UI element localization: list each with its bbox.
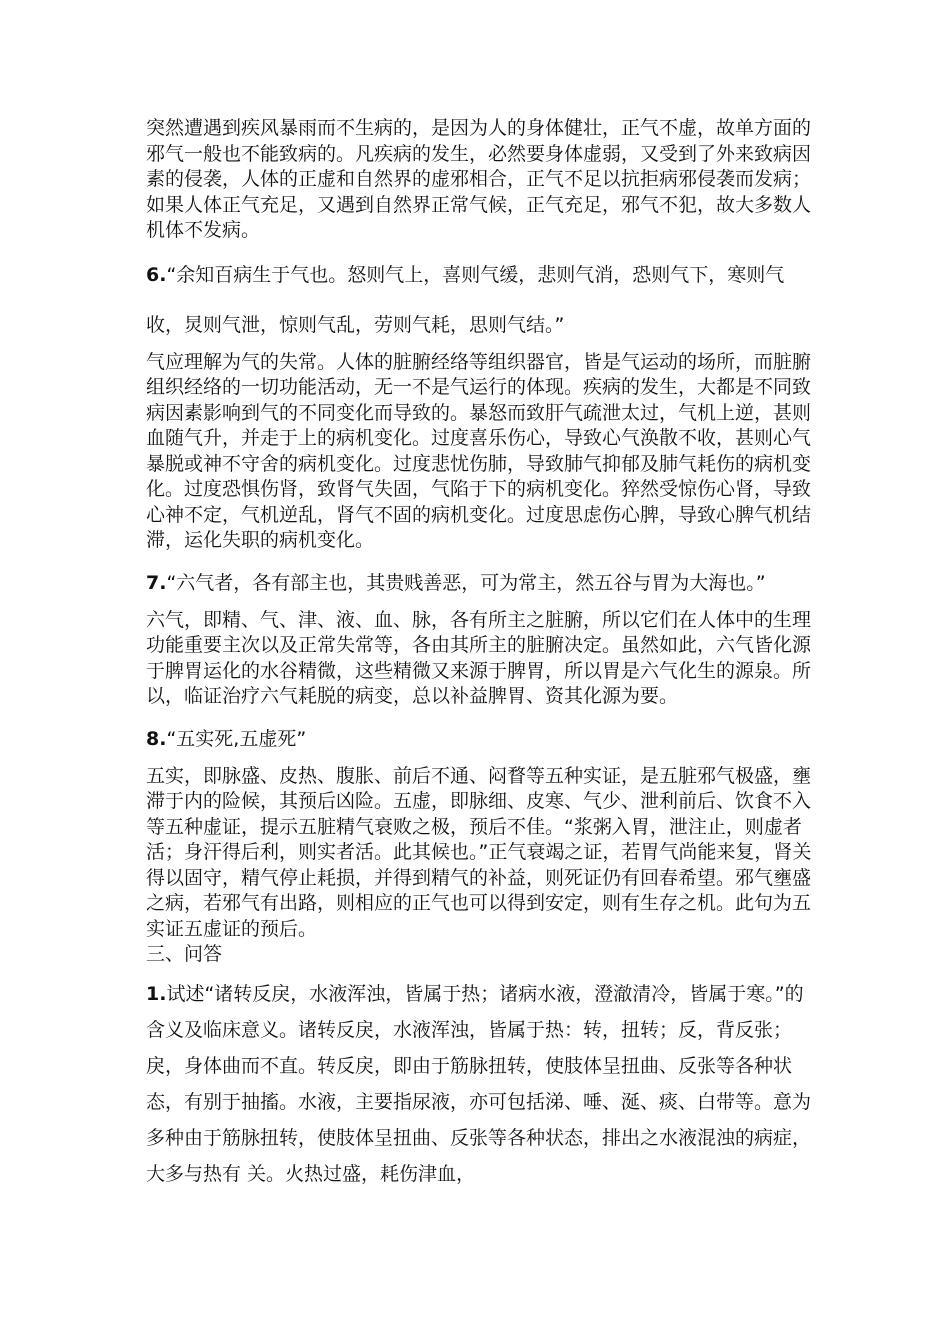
paragraph-text: 气应理解为气的失常。人体的脏腑经络等组织器官，皆是气运动的场所，而脏腑组织经络的一切功能活动，无一不是气运行的体现。疾病的发生，大都是不同致病因素影响到气的不同变化而导致的。暴怒而致肝气疏泄太过，气机上逆，甚则血随气升，并走于上的病机变化。过度喜乐伤心，导致心气涣散不收，甚则心气暴脱或神不守舍的病机变化。过度悲忧伤肺，导致肺气抑郁及肺气耗伤的病机变化。过度恐惧伤肾，致肾气失固，气陷于下的病机变化。猝然受惊伤心肾，导致心神不定，气机逆乱，肾气不固的病机变化。过度思虑伤心脾，导致心脾气机结滞，运化失职的病机变化。 [146, 350, 812, 551]
paragraph-4 [146, 764, 816, 943]
paragraph-3 [146, 608, 816, 710]
heading-text: 三、问答 [146, 943, 223, 965]
document-page [146, 116, 816, 1192]
question-text: 试述“诸转反戾，水液浑浊，皆属于热；诸病水液，澄澈清冷，皆属于寒。”的含义及临床意义。诸转反戾，水液浑浊，皆属于热：转，扭转；反，背反张；戾，身体曲而不直。转反戾，即由于筋脉扭转，使肢体呈扭曲、反张等各种状态，有别于抽搐。水液，主要指尿液，亦可包括涕、唾、涎、痰、白带等。意为多种由于筋脉扭转，使肢体呈扭曲、反张等各种状态，排出之水液混浊的病症，大多与热有 关。火热过盛，耗伤津血， [146, 982, 812, 1185]
quote-text: “余知百病生于气也。怒则气上，喜则气缓，悲则气消，恐则气下，寒则气收，炅则气泄，惊则气乱，劳则气耗，思则气结。” [146, 263, 785, 336]
quote-text: “五实死,五虚死” [166, 727, 307, 750]
item-number: 8. [146, 727, 167, 750]
section-heading [146, 942, 816, 968]
quote-item-8 [146, 714, 816, 764]
quote-item-7 [146, 558, 816, 608]
item-number: 6. [146, 263, 167, 286]
paragraph-text: 六气，即精、气、津、液、血、脉，各有所主之脏腑，所以它们在人体中的生理功能重要主次以及正常失常等，各由其所主的脏腑决定。虽然如此，六气皆化源于脾胃运化的水谷精微，这些精微又来源于脾胃，所以胃是六气化生的源泉。所以，临证治疗六气耗脱的病变，总以补益脾胃、资其化源为要。 [146, 608, 812, 707]
paragraph-1 [146, 116, 816, 244]
question-item-1 [146, 976, 816, 1192]
paragraph-text: 突然遭遇到疾风暴雨而不生病的，是因为人的身体健壮，正气不虚，故单方面的邪气一般也不能致病的。凡疾病的发生，必然要身体虚弱，又受到了外来致病因素的侵袭，人体的正虚和自然界的虚邪相合，正气不足以抗拒病邪侵袭而发病；如果人体正气充足，又遇到自然界正常气候，正气充足，邪气不犯，故大多数人机体不发病。 [146, 117, 812, 241]
paragraph-2 [146, 350, 816, 554]
item-number: 1. [146, 982, 167, 1005]
quote-text: “六气者，各有部主也，其贵贱善恶，可为常主，然五谷与胃为大海也。” [166, 571, 766, 594]
paragraph-text: 五实，即脉盛、皮热、腹胀、前后不通、闷瞀等五种实证，是五脏邪气极盛，壅滞于内的险候，其预后凶险。五虚，即脉细、皮寒、气少、泄利前后、饮食不入等五种虚证，提示五脏精气衰败之极，预后不佳。“浆粥入胃，泄注止，则虚者活；身汗得后利，则实者活。此其候也。”正气衰竭之证，若胃气尚能来复，肾关得以固守，精气停止耗损，并得到精气的补益，则死证仍有回春希望。邪气壅盛之病，若邪气有出路，则相应的正气也可以得到安定，则有生存之机。此句为五实证五虚证的预后。 [146, 764, 812, 940]
item-number: 7. [146, 571, 167, 594]
quote-item-6 [146, 250, 816, 350]
